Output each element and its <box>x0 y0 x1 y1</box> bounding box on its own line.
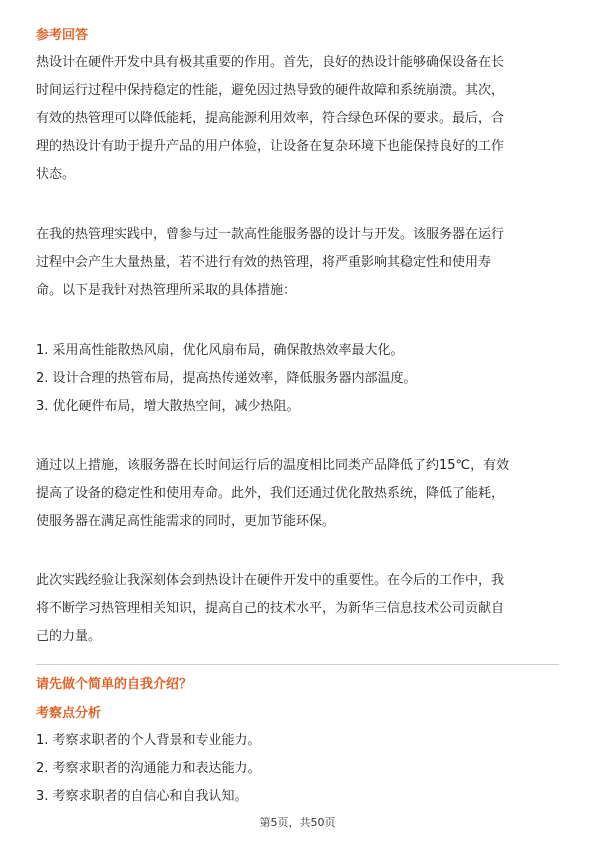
question-title: 请先做个简单的自我介绍？ <box>36 677 193 692</box>
analysis-heading: 考察点分析 <box>36 706 102 721</box>
reference-answer-heading: 参考回答 <box>36 28 89 43</box>
paragraph-line: 过程中会产生大量热量，若不进行有效的热管理，将严重影响其稳定性和使用寿 <box>36 255 492 270</box>
list-item: 1. 采用高性能散热风扇，优化风扇布局，确保散热效率最大化。 <box>36 343 404 358</box>
paragraph-line: 使服务器在满足高性能需求的同时，更加节能环保。 <box>36 514 336 529</box>
paragraph-line: 己的力量。 <box>36 629 102 644</box>
paragraph-line: 热设计在硬件开发中具有极其重要的作用。首先，良好的热设计能够确保设备在长 <box>36 55 505 70</box>
list-item: 2. 考察求职者的沟通能力和表达能力。 <box>36 761 261 776</box>
paragraph-line: 此次实践经验让我深刻体会到热设计在硬件开发中的重要性。在今后的工作中，我 <box>36 573 505 588</box>
paragraph-line: 提高了设备的稳定性和使用寿命。此外，我们还通过优化散热系统，降低了能耗， <box>36 486 505 501</box>
section-divider <box>36 664 559 665</box>
paragraph-line: 通过以上措施，该服务器在长时间运行后的温度相比同类产品降低了约15℃，有效 <box>36 458 510 473</box>
list-item: 3. 考察求职者的自信心和自我认知。 <box>36 789 248 804</box>
paragraph-line: 时间运行过程中保持稳定的性能，避免因过热导致的硬件故障和系统崩溃。其次， <box>36 83 505 98</box>
page-number: 第5页，共50页 <box>259 816 336 829</box>
list-item: 3. 优化硬件布局，增大散热空间，减少热阻。 <box>36 399 300 414</box>
list-item: 1. 考察求职者的个人背景和专业能力。 <box>36 733 261 748</box>
paragraph-line: 命。以下是我针对热管理所采取的具体措施： <box>36 283 297 298</box>
paragraph-line: 将不断学习热管理相关知识，提高自己的技术水平，为新华三信息技术公司贡献自 <box>36 601 505 616</box>
list-item: 2. 设计合理的热管布局，提高热传递效率，降低服务器内部温度。 <box>36 371 417 386</box>
paragraph-line: 在我的热管理实践中，曾参与过一款高性能服务器的设计与开发。该服务器在运行 <box>36 227 505 242</box>
paragraph-line: 理的热设计有助于提升产品的用户体验，让设备在复杂环境下也能保持良好的工作 <box>36 139 505 154</box>
paragraph-line: 有效的热管理可以降低能耗，提高能源利用效率，符合绿色环保的要求。最后，合 <box>36 111 505 126</box>
paragraph-line: 状态。 <box>36 167 76 182</box>
